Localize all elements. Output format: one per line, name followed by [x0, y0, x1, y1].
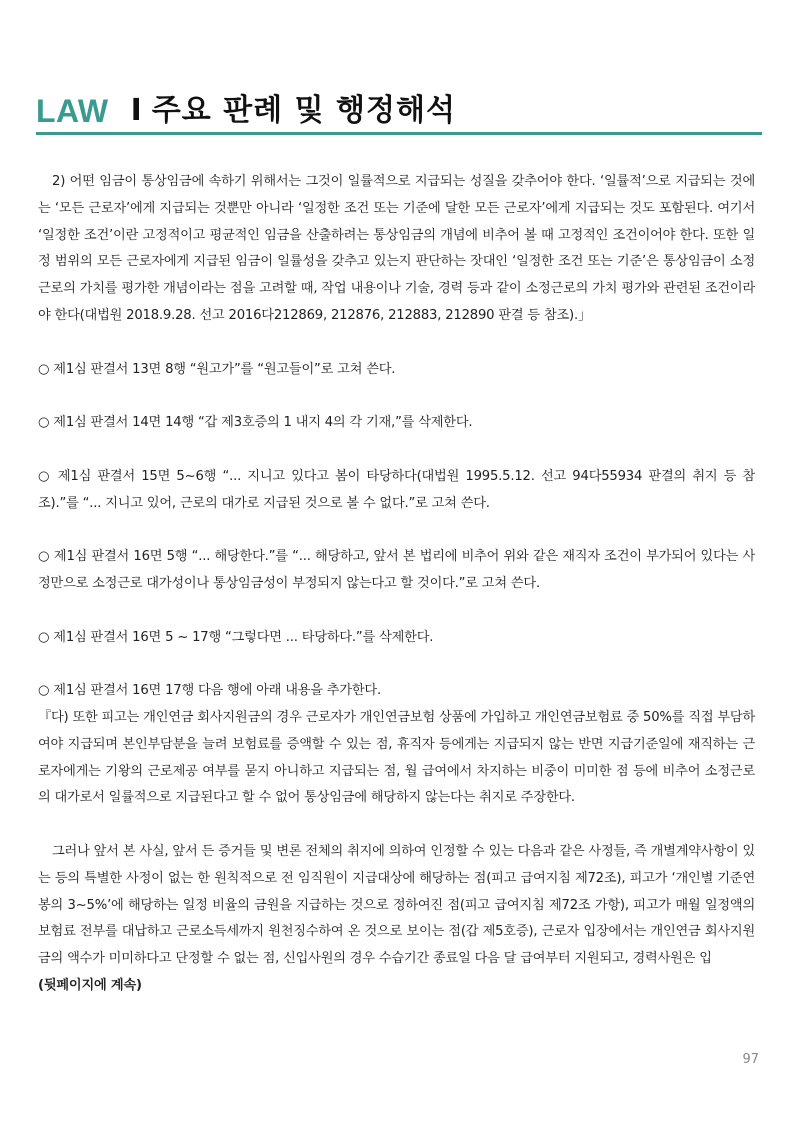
amendment-item: ○ 제1심 판결서 16면 5 ~ 17행 “그렇다면 ... 타당하다.”를 삭제한다. — [38, 629, 434, 645]
header-rule — [36, 132, 762, 135]
page-header — [36, 86, 762, 130]
amendment-item: ○ 제1심 판결서 16면 5행 “... 해당한다.”를 “... 해당하고, 앞서 본 법리에 비추어 위와 같은 재직자 조건이 부가되어 있다는 사정만으로 소정근로 대가성이나 통상임금성이 부정되지 않는다고 할 것이다.”로 고쳐 쓴다. — [38, 549, 755, 591]
page-title: 주요 판례 및 행정해석 — [151, 93, 456, 128]
amendment-item: ○ 제1심 판결서 13면 8행 “원고가”를 “원고들이”로 고쳐 쓴다. — [38, 361, 396, 377]
added-paragraph: 『다) 또한 피고는 개인연금 회사지원금의 경우 근로자가 개인연금보험 상품에 가입하고 개인연금보험료 중 50%를 직접 부담하여야 지급되며 본인부담분을 늘려 보험료를 증액할 수 있는 점, 휴직자 등에게는 지급되지 않는 반면 지급기준일에 재직하는 근로자에게는 기왕의 근로제공 여부를 묻지 아니하고 지급되는 점, 월 급여에서 차지하는 비중이 미미한 점 등에 비추어 소정근로의 대가로서 일률적으로 지급된다고 할 수 없어 통상임금에 해당하지 않는다는 취지로 주장한다. — [38, 709, 755, 806]
document-body — [38, 169, 755, 1000]
continued-note: (뒷페이지에 계속) — [38, 977, 142, 993]
amendment-item: ○ 제1심 판결서 14면 14행 “갑 제3호증의 1 내지 4의 각 기재,”를 삭제한다. — [38, 415, 473, 431]
amendment-item: ○ 제1심 판결서 16면 17행 다음 행에 아래 내용을 추가한다. — [38, 683, 381, 699]
section-tag: LAW — [36, 93, 109, 129]
amendment-item: ○ 제1심 판결서 15면 5~6행 “... 지니고 있다고 봄이 타당하다(대법원 1995.5.12. 선고 94다55934 판결의 취지 등 참조).”를 “... 지니고 있어, 근로의 대가로 지급된 것으로 볼 수 없다.”로 고쳐 쓴다. — [38, 468, 755, 511]
title-separator: I — [130, 93, 142, 128]
paragraph-criteria: 2) 어떤 임금이 통상임금에 속하기 위해서는 그것이 일률적으로 지급되는 성질을 갖추어야 한다. ‘일률적’으로 지급되는 것에는 ‘모든 근로자’에게 지급되는 것뿐만 아니라 ‘일정한 조건 또는 기준에 달한 모든 근로자’에게 지급되는 것도 포함된다. 여기서 ‘일정한 조건’이란 고정적이고 평균적인 임금을 산출하려는 통상임금의 개념에 비추어 볼 때 고정적인 조건이어야 한다. 또한 일정 범위의 모든 근로자에게 지급된 임금이 일률성을 갖추고 있는지 판단하는 잣대인 ‘일정한 조건 또는 기준’은 통상임금이 소정근로의 가치를 평가한 개념이라는 점을 고려할 때, 작업 내용이나 기술, 경력 등과 같이 소정근로의 가치 평가와 관련된 조건이라야 한다(대법원 2018.9.28. 선고 2016다212869, 212876, 212883, 212890 판결 등 참조).」 — [38, 174, 755, 323]
court-reasoning-paragraph: 그러나 앞서 본 사실, 앞서 든 증거들 및 변론 전체의 취지에 의하여 인정할 수 있는 다음과 같은 사정들, 즉 개별계약사항이 있는 등의 특별한 사정이 없는 한 원칙적으로 전 임직원이 지급대상에 해당하는 점(피고 급여지침 제72조), 피고가 ‘개인별 기준연봉의 3~5%’에 해당하는 일정 비율의 금원을 지급하는 것으로 정하여진 점(피고 급여지침 제72조 가항), 피고가 매월 일정액의 보험료 전부를 대납하고 근로소득세까지 원천징수하여 온 것으로 보이는 점(갑 제5호증), 근로자 입장에서는 개인연금 회사지원 금의 액수가 미미하다고 단정할 수 없는 점, 신입사원의 경우 수습기간 종료일 다음 달 급여부터 지원되고, 경력사원은 입 — [38, 843, 755, 967]
page-number: 97 — [742, 1052, 759, 1067]
